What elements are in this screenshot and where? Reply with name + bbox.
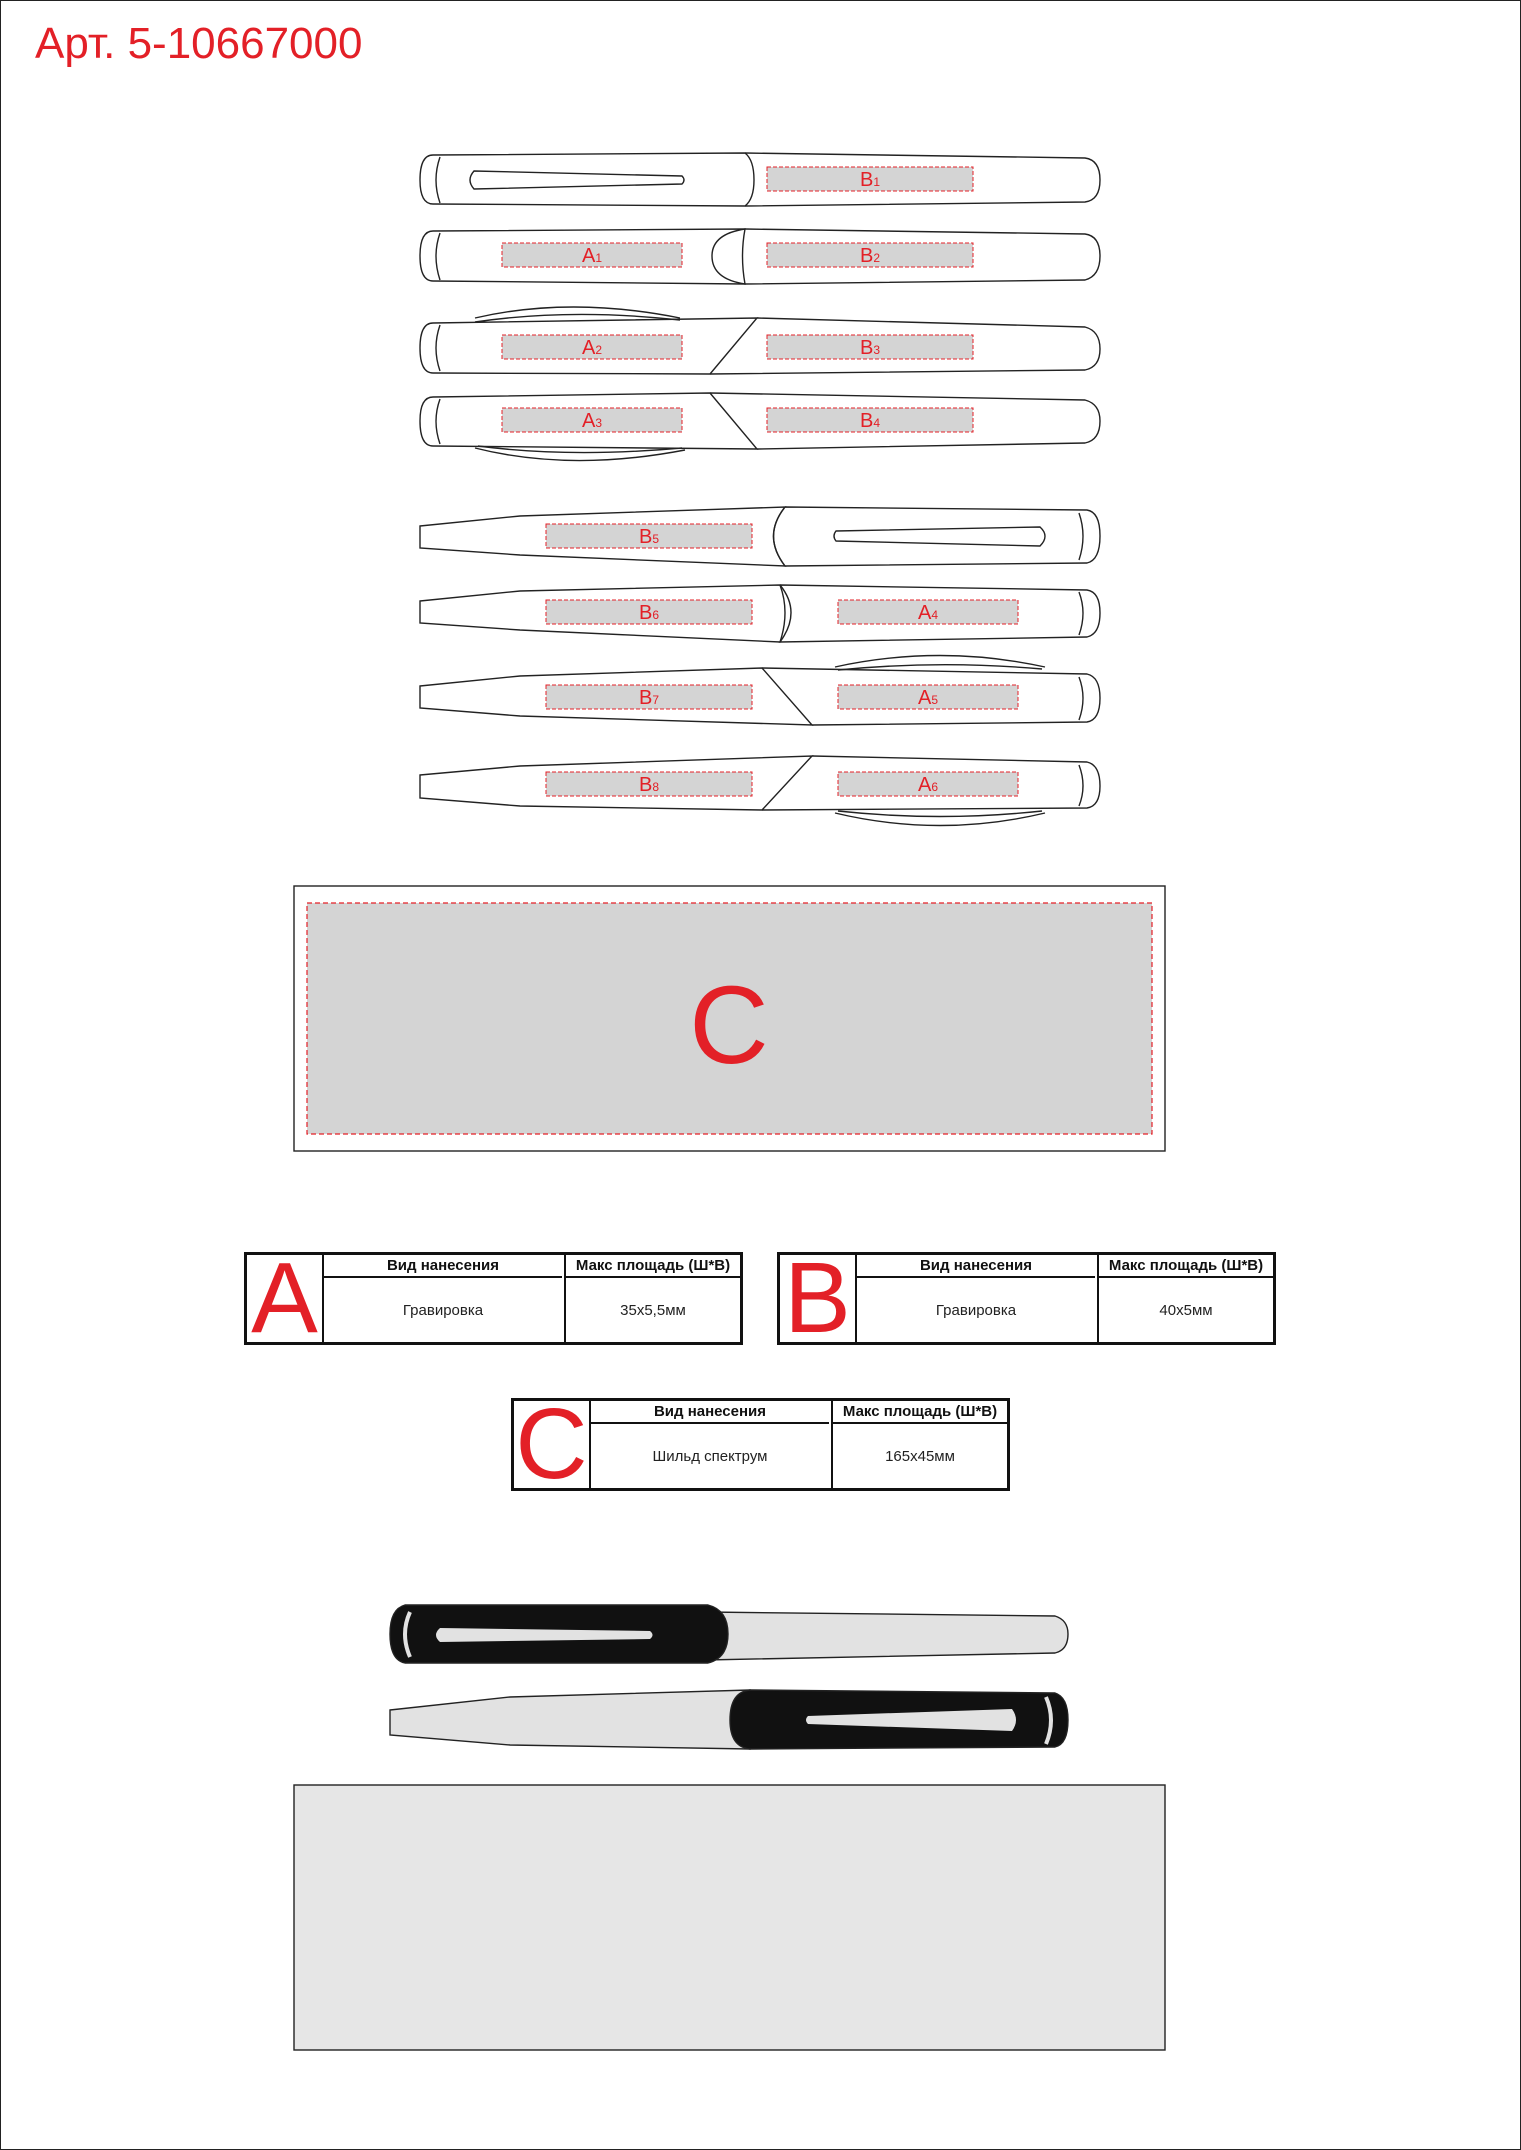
spec-table-c-method: Шильд спектрум xyxy=(652,1447,768,1465)
spec-table-a-method: Гравировка xyxy=(402,1301,484,1319)
zone-b6 xyxy=(546,600,752,624)
spec-table-b-letter: B xyxy=(780,1255,857,1342)
zone-label: B6 xyxy=(638,602,660,624)
zone-b1 xyxy=(767,167,973,191)
spec-table-b-method: Гравировка xyxy=(935,1301,1017,1319)
spec-table-b-size-header: Макс площадь (Ш*В) xyxy=(1097,1255,1273,1278)
zone-index: 6 xyxy=(931,780,939,794)
zone-index: 1 xyxy=(595,251,603,265)
zone-index: 2 xyxy=(873,251,881,265)
zone-b5 xyxy=(546,524,752,548)
spec-table-a-size: 35х5,5мм xyxy=(564,1278,740,1342)
zone-label: A2 xyxy=(581,337,603,359)
spec-table-a-method-header: Вид нанесения xyxy=(324,1255,562,1278)
zone-b8 xyxy=(546,772,752,796)
zone-b3 xyxy=(767,335,973,359)
zone-index: 4 xyxy=(873,416,881,430)
zone-b7 xyxy=(546,685,752,709)
zone-index: 3 xyxy=(595,416,603,430)
zone-index: 3 xyxy=(873,343,881,357)
zone-index: 2 xyxy=(595,343,603,357)
zone-index: 6 xyxy=(652,608,660,622)
spec-table-c-method-header: Вид нанесения xyxy=(591,1401,829,1424)
gift-box-render xyxy=(294,1785,1165,2050)
zone-label: B4 xyxy=(859,410,881,432)
zone-label: A6 xyxy=(917,774,939,796)
zone-a4 xyxy=(838,600,1018,624)
zone-label: A5 xyxy=(917,687,939,709)
zone-index: 4 xyxy=(931,608,939,622)
spec-table-b xyxy=(777,1252,1276,1345)
zone-b2 xyxy=(767,243,973,267)
article-title: Арт. 5-10667000 xyxy=(35,19,363,68)
spec-table-c-letter: C xyxy=(514,1401,591,1488)
spec-table-a-letter: A xyxy=(247,1255,324,1342)
zone-label: B1 xyxy=(859,169,881,191)
spec-table-c xyxy=(511,1398,1010,1491)
zone-label: A3 xyxy=(581,410,603,432)
pen-render-open xyxy=(390,1690,1068,1749)
zone-label: A1 xyxy=(581,245,603,267)
spec-table-a xyxy=(244,1252,743,1345)
zone-index: 1 xyxy=(873,175,881,189)
zone-index: 8 xyxy=(652,780,660,794)
zone-a1 xyxy=(502,243,682,267)
zone-a5 xyxy=(838,685,1018,709)
spec-table-c-size: 165х45мм xyxy=(831,1424,1007,1488)
zone-a6 xyxy=(838,772,1018,796)
zone-label: B3 xyxy=(859,337,881,359)
zone-a2 xyxy=(502,335,682,359)
zone-index: 5 xyxy=(652,532,660,546)
zone-label: B2 xyxy=(859,245,881,267)
box-zone-label: C xyxy=(689,964,769,1087)
spec-table-b-size: 40х5мм xyxy=(1097,1278,1273,1342)
zone-b4 xyxy=(767,408,973,432)
zone-index: 5 xyxy=(931,693,939,707)
spec-table-a-size-header: Макс площадь (Ш*В) xyxy=(564,1255,740,1278)
zone-label: B7 xyxy=(638,687,660,709)
spec-table-c-size-header: Макс площадь (Ш*В) xyxy=(831,1401,1007,1424)
zone-label: B8 xyxy=(638,774,660,796)
zone-label: B5 xyxy=(638,526,660,548)
spec-table-b-method-header: Вид нанесения xyxy=(857,1255,1095,1278)
zone-label: A4 xyxy=(917,602,939,624)
zone-a3 xyxy=(502,408,682,432)
zone-index: 7 xyxy=(652,693,660,707)
